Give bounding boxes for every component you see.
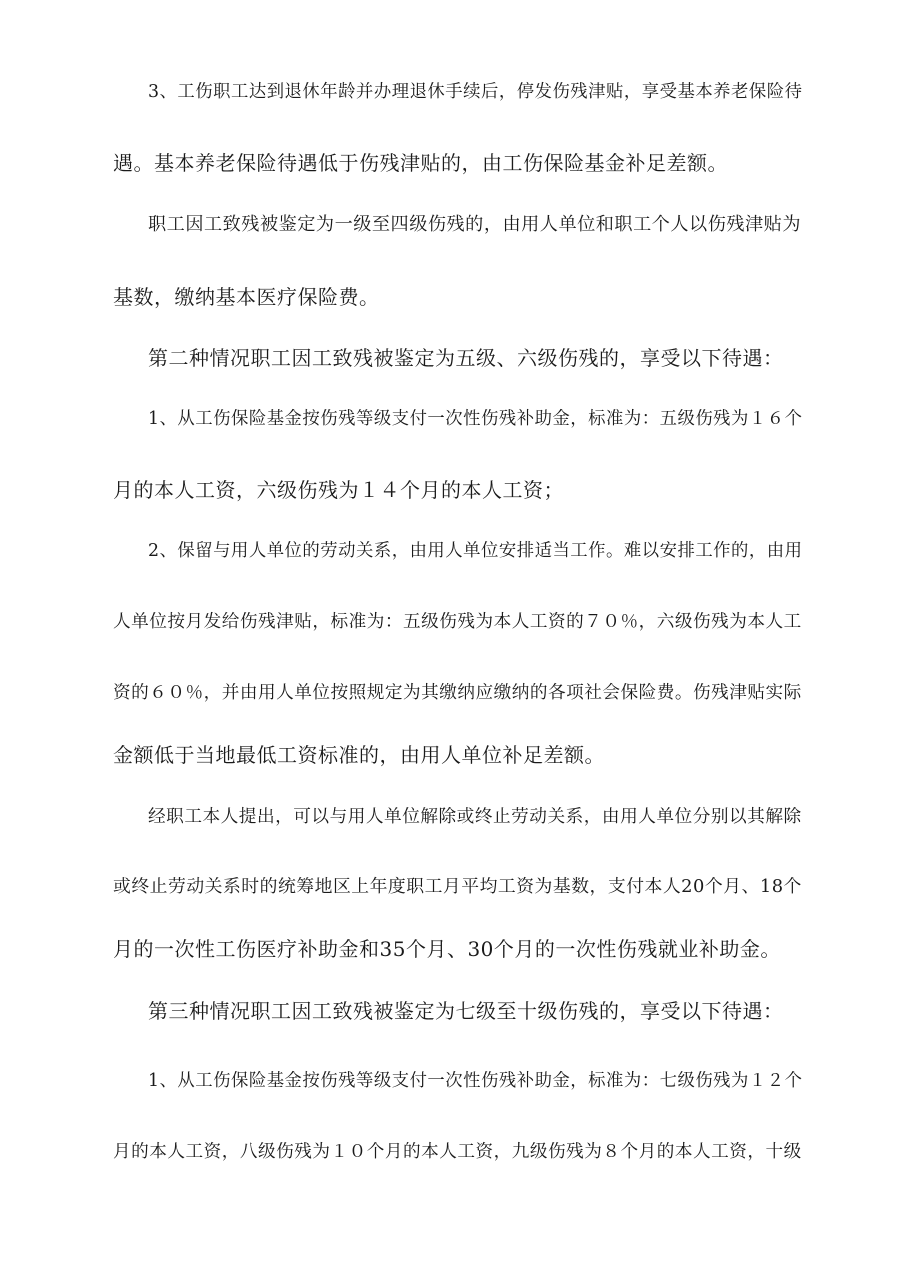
paragraph-line-1: 3、工伤职工达到退休年龄并办理退休手续后，停发伤残津贴，享受基本养老保险待 — [148, 82, 803, 102]
paragraph-line-6: 1、从工伤保险基金按伤残等级支付一次性伤残补助金，标准为：五级伤残为１６个 — [148, 409, 803, 429]
paragraph-line-8: 2、保留与用人单位的劳动关系，由用人单位安排适当工作。难以安排工作的，由用 — [148, 541, 803, 561]
paragraph-line-11: 金额低于当地最低工资标准的，由用人单位补足差额。 — [113, 743, 605, 767]
paragraph-line-3: 职工因工致残被鉴定为一级至四级伤残的，由用人单位和职工个人以伤残津贴为 — [148, 214, 801, 235]
paragraph-line-7: 月的本人工资，六级伤残为１４个月的本人工资； — [113, 478, 564, 502]
paragraph-line-10: 资的６０％，并由用人单位按照规定为其缴纳应缴纳的各项社会保险费。伤残津贴实际 — [113, 683, 802, 703]
paragraph-line-5: 第二种情况职工因工致残被鉴定为五级、六级伤残的，享受以下待遇： — [148, 346, 784, 370]
paragraph-line-13: 或终止劳动关系时的统筹地区上年度职工月平均工资为基数，支付本人20个月、18个 — [113, 876, 802, 897]
paragraph-line-14: 月的一次性工伤医疗补助金和35个月、30个月的一次性伤残就业补助金。 — [113, 937, 781, 961]
paragraph-line-16: 1、从工伤保险基金按伤残等级支付一次性伤残补助金，标准为：七级伤残为１２个 — [148, 1071, 803, 1091]
paragraph-line-2: 遇。基本养老保险待遇低于伤残津贴的，由工伤保险基金补足差额。 — [113, 151, 728, 175]
paragraph-line-17: 月的本人工资，八级伤残为１０个月的本人工资，九级伤残为８个月的本人工资，十级 — [113, 1142, 802, 1162]
paragraph-line-15: 第三种情况职工因工致残被鉴定为七级至十级伤残的，享受以下待遇： — [148, 999, 784, 1023]
paragraph-line-12: 经职工本人提出，可以与用人单位解除或终止劳动关系，由用人单位分别以其解除 — [148, 807, 802, 827]
paragraph-line-4: 基数，缴纳基本医疗保险费。 — [113, 285, 380, 309]
paragraph-line-9: 人单位按月发给伤残津贴，标准为：五级伤残为本人工资的７０％，六级伤残为本人工 — [113, 612, 802, 632]
